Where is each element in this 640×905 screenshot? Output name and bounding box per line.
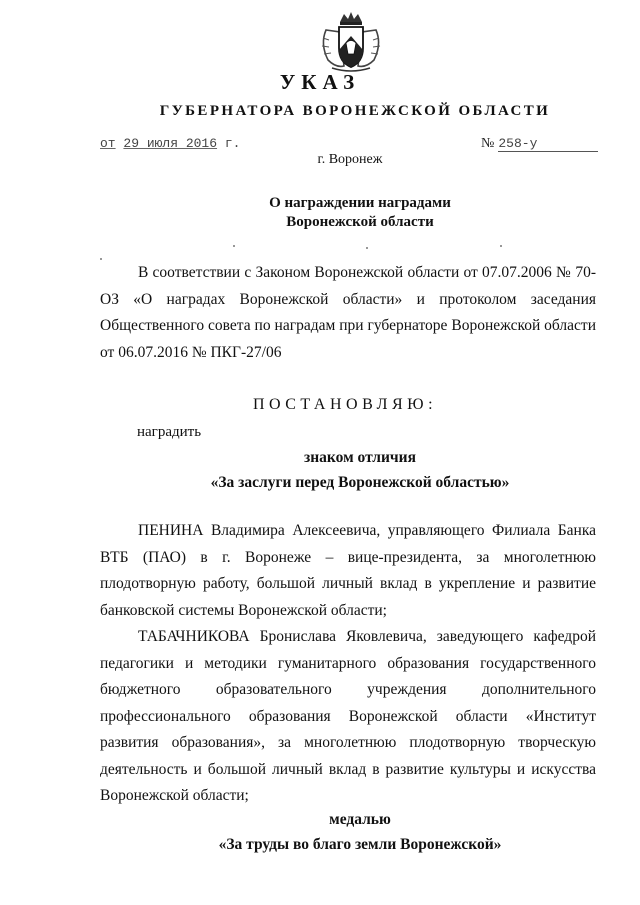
document-title: УКАЗ (279, 70, 361, 94)
award1-name: «За заслуги перед Воронежской областью» (210, 474, 510, 491)
award-verb: наградить (137, 424, 202, 440)
date-suffix: г. (224, 136, 241, 151)
award2-name: «За труды во благо земли Воронежской» (218, 836, 502, 853)
subject-line-2: Воронежской области (286, 214, 434, 230)
subject-line-1: О награждении наградами (269, 195, 451, 211)
document-subtitle: ГУБЕРНАТОРА ВОРОНЕЖСКОЙ ОБЛАСТИ (159, 103, 551, 119)
award1-type: знаком отличия (304, 449, 416, 466)
recipient-paragraph-1: ПЕНИНА Владимира Алексеевича, управляющего Филиала Банка ВТБ (ПАО) в г. Воронеже – вице-президента, за многолетнюю плодотворную работу, большой личный вклад в укрепление и развитие банковской системы Воронежской области; (100, 522, 596, 619)
decree-number (481, 136, 598, 152)
number-label: № (481, 136, 495, 151)
date-prefix: от (100, 136, 116, 151)
award2-type: медалью (329, 811, 391, 828)
recipient-paragraph-2: ТАБАЧНИКОВА Бронислава Яковлевича, заведующего кафедрой педагогики и методики гуманитарного образования государственного бюджетного образовательного учреждения дополнительного профессионального образования Воронежской области «Институт развития образования», за многолетнюю плодотворную творческую деятельность и большой личный вклад в развитие культуры и искусства Воронежской области; (100, 628, 596, 804)
city: г. Воронеж (317, 152, 383, 167)
resolve-heading: ПОСТАНОВЛЯЮ: (252, 396, 438, 413)
coat-of-arms-icon (318, 10, 384, 72)
decree-date (100, 136, 240, 151)
preamble-paragraph: В соответствии с Законом Воронежской области от 07.07.2006 № 70-ОЗ «О наградах Воронежской области» и протоколом заседания Общественного совета по наградам при губернаторе Воронежской области от 06.07.2016 № ПКГ-27/06 (100, 264, 596, 361)
subject-heading (0, 194, 640, 232)
date-value: 29 июля 2016 (123, 136, 218, 151)
number-value: 258-у (498, 136, 598, 152)
